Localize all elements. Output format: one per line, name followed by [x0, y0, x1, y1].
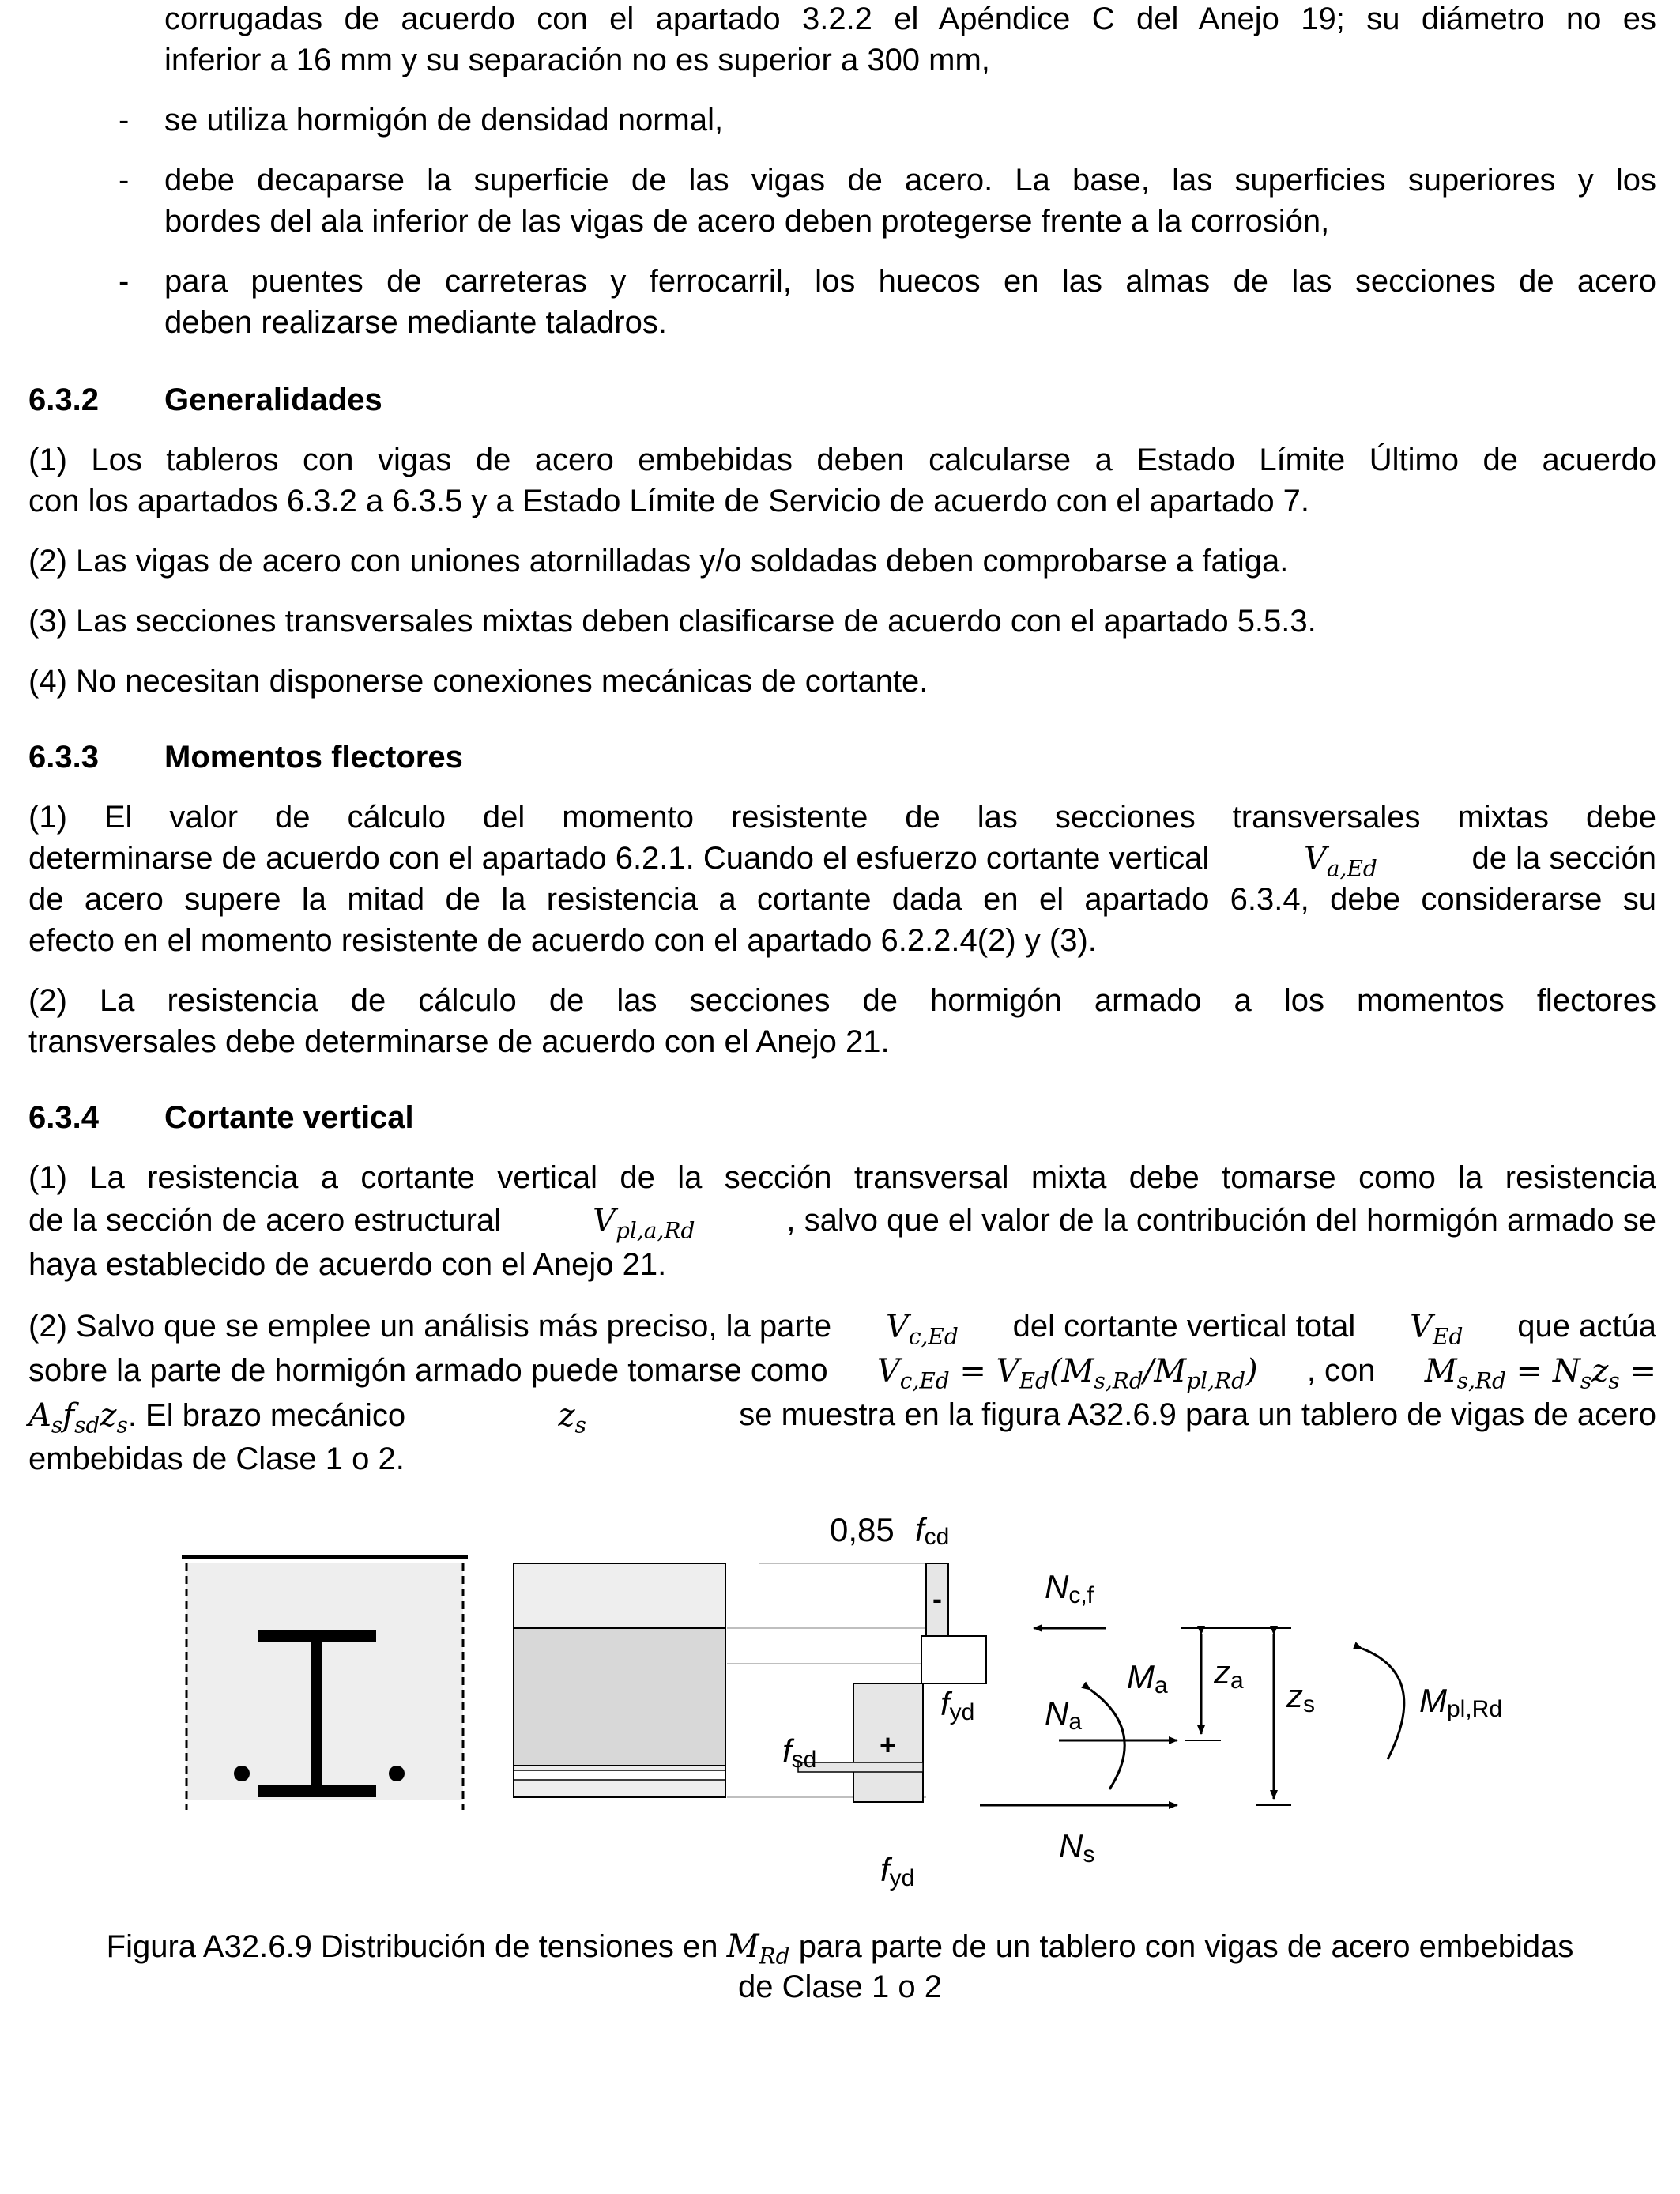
label-Na: Na [1045, 1695, 1083, 1735]
paragraph-6-3-4-2-line-4: embebidas de Clase 1 o 2. [28, 1442, 405, 1476]
formula-M-s-Rd-equation: $M_{s,Rd} = N_sz_s$ = [1424, 1353, 1656, 1394]
figure-a32-6-9 [0, 1494, 1680, 1905]
arrow-Mpl [1362, 1649, 1404, 1759]
label-fsd: fsd [782, 1732, 817, 1773]
text-fragment: , salvo que el valor de la contribución del hormigón armado se [786, 1203, 1656, 1238]
paragraph-6-3-2-4: (4) No necesitan disponerse conexiones mecánicas de cortante. [28, 664, 929, 699]
paragraph-6-3-3-1-line-1: (1) El valor de cálculo del momento resistente de las secciones transversales mixtas debe [28, 800, 1656, 835]
label-Ma: Ma [1127, 1658, 1168, 1698]
steel-web [311, 1642, 322, 1785]
figure-caption-line-2: de Clase 1 o 2 [738, 1970, 942, 2004]
figure-caption-line-1 [0, 1928, 1680, 1969]
text-fragment: de la sección [1471, 841, 1656, 876]
section-title-generalidades: Generalidades [164, 383, 382, 417]
paragraph-6-3-4-2-line-1 [28, 1309, 1656, 1349]
paragraph-6-3-4-1-line-2 [28, 1203, 1656, 1243]
label-Ns: Ns [1059, 1827, 1095, 1868]
bullet-1-line-1: corrugadas de acuerdo con el apartado 3.2.2 el Apéndice C del Anejo 19; su diámetro no es [164, 2, 1656, 36]
bullet-dash: - [119, 163, 130, 198]
steel-flange-compression [921, 1636, 986, 1683]
bullet-2: se utiliza hormigón de densidad normal, [164, 103, 724, 138]
bullet-1-line-2: inferior a 16 mm y su separación no es superior a 300 mm, [164, 43, 990, 77]
text-fragment: sobre la parte de hormigón armado puede tomarse como [28, 1353, 828, 1388]
formula-M-Rd: $M_{Rd}$ [726, 1928, 790, 1970]
label-Ncf: Nc,f [1045, 1568, 1094, 1608]
label-Mpl: Mpl,Rd [1419, 1682, 1503, 1722]
paragraph-6-3-4-2-line-2 [28, 1353, 1656, 1393]
bullet-4-line-1: para puentes de carreteras y ferrocarril, los huecos en las almas de las secciones de acero [164, 264, 1656, 299]
paragraph-6-3-2-3: (3) Las secciones transversales mixtas deben clasificarse de acuerdo con el apartado 5.5.3. [28, 604, 1317, 639]
label-fyd-bottom: fyd [880, 1851, 915, 1891]
formula-V-c-Ed: $V_{c,Ed}$ [885, 1309, 959, 1350]
caption-text: para parte de un tablero con vigas de acero embebidas [798, 1929, 1574, 1964]
bullet-4-line-2: deben realizarse mediante taladros. [164, 305, 667, 340]
section-number-6-3-2: 6.3.2 [28, 383, 99, 417]
text-fragment: , con [1306, 1353, 1376, 1388]
formula-As-fsd-zs: $A_sf_{sd}z_s$. El brazo mecánico [28, 1397, 406, 1438]
bullet-3-line-2: bordes del ala inferior de las vigas de acero deben protegerse frente a la corrosión, [164, 204, 1330, 239]
bullet-dash: - [119, 103, 130, 138]
text-fragment: determinarse de acuerdo con el apartado 6.2.1. Cuando el esfuerzo cortante vertical [28, 841, 1210, 876]
paragraph-6-3-3-2-line-2: transversales debe determinarse de acuerdo con el Anejo 21. [28, 1024, 890, 1059]
paragraph-6-3-4-1-line-3: haya establecido de acuerdo con el Anejo 21. [28, 1247, 667, 1282]
text-fragment: (2) Salvo que se emplee un análisis más preciso, la parte [28, 1309, 832, 1344]
steel-top-flange [258, 1630, 376, 1642]
label-fcd: fcd [915, 1511, 950, 1550]
paragraph-6-3-3-1-line-3: de acero supere la mitad de la resistencia a cortante dada en el apartado 6.3.4, debe considerarse su [28, 882, 1656, 917]
formula-V-c-Ed-equation: $V_{c,Ed} = V_{Ed}(M_{s,Rd}/M_{pl,Rd})$ [876, 1353, 1258, 1394]
rebar-stress-bar [798, 1762, 923, 1772]
concrete-stress-block [514, 1563, 725, 1797]
section-number-6-3-3: 6.3.3 [28, 740, 99, 775]
rebar-left [234, 1766, 250, 1781]
formula-V-a-Ed: $V_{a,Ed}$ [1303, 841, 1377, 882]
minus-sign: - [932, 1582, 942, 1615]
internal-forces [980, 1568, 1502, 1868]
paragraph-6-3-2-2: (2) Las vigas de acero con uniones atornilladas y/o soldadas deben comprobarse a fatiga. [28, 544, 1289, 579]
rebar-right [389, 1766, 405, 1781]
paragraph-6-3-3-2-line-1: (2) La resistencia de cálculo de las secciones de hormigón armado a los momentos flectores [28, 983, 1656, 1018]
label-085: 0,85 [830, 1511, 895, 1548]
bullet-dash: - [119, 264, 130, 299]
stress-diagram [798, 1563, 986, 1802]
paragraph-6-3-4-2-line-3 [28, 1397, 1656, 1438]
formula-V-pl-a-Rd: $V_{pl,a,Rd}$ [593, 1203, 695, 1244]
paragraph-6-3-2-1-line-2: con los apartados 6.3.2 a 6.3.5 y a Estado Límite de Servicio de acuerdo con el apartado 7. [28, 484, 1310, 518]
plus-sign: + [880, 1728, 897, 1761]
steel-bottom-flange [258, 1785, 376, 1797]
caption-text: Figura A32.6.9 Distribución de tensiones en [106, 1929, 718, 1964]
paragraph-6-3-4-1-line-1: (1) La resistencia a cortante vertical de la sección transversal mixta debe tomarse como la resistencia [28, 1160, 1656, 1195]
label-za: za [1214, 1653, 1244, 1694]
section-title-cortante-vertical: Cortante vertical [164, 1100, 414, 1135]
formula-z-s: $z_s$ [558, 1397, 586, 1438]
composite-cross-section [182, 1557, 468, 1810]
section-number-6-3-4: 6.3.4 [28, 1100, 99, 1135]
formula-V-Ed: $V_{Ed}$ [1410, 1309, 1463, 1350]
section-title-momentos-flectores: Momentos flectores [164, 740, 463, 775]
label-fyd-top: fyd [940, 1685, 975, 1725]
bullet-3-line-1: debe decaparse la superficie de las vigas de acero. La base, las superficies superiores y los [164, 163, 1656, 198]
label-zs: zs [1286, 1677, 1315, 1717]
text-fragment: del cortante vertical total [1012, 1309, 1356, 1344]
paragraph-6-3-3-1-line-4: efecto en el momento resistente de acuerdo con el apartado 6.2.2.4(2) y (3). [28, 923, 1097, 958]
paragraph-6-3-2-1-line-1: (1) Los tableros con vigas de acero embebidas deben calcularse a Estado Límite Último de acuerdo [28, 443, 1656, 477]
text-fragment: se muestra en la figura A32.6.9 para un tablero de vigas de acero [739, 1397, 1656, 1432]
text-fragment: de la sección de acero estructural [28, 1203, 502, 1238]
text-fragment: que actúa [1517, 1309, 1656, 1344]
paragraph-6-3-3-1-line-2 [28, 841, 1656, 881]
